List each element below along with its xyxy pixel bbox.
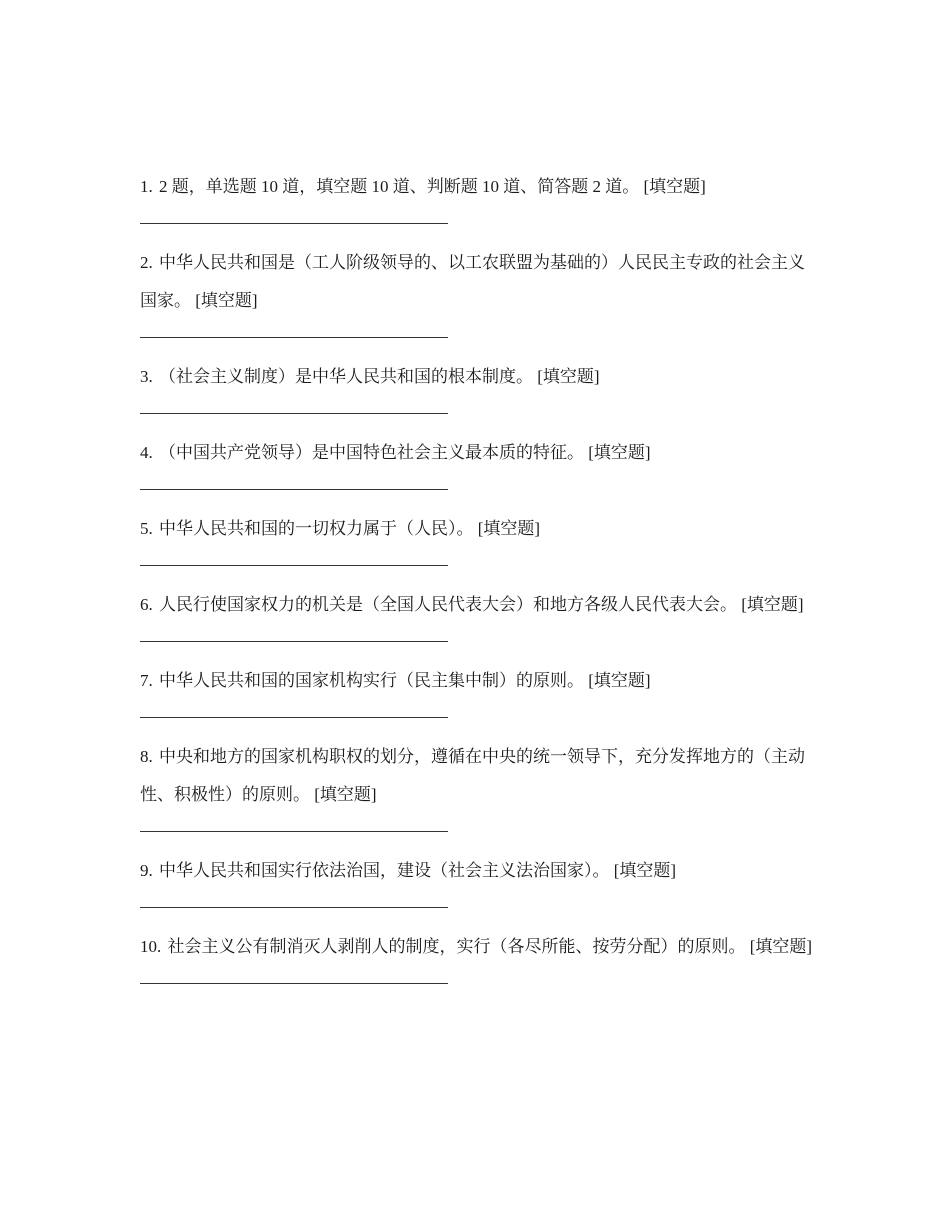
question-body: （社会主义制度）是中华人民共和国的根本制度。 (159, 367, 533, 386)
answer-blank[interactable] (140, 565, 448, 566)
question-type-tag: [填空题] (741, 595, 804, 614)
question-type-tag: [填空题] (613, 861, 677, 880)
question-type-tag: [填空题] (195, 291, 258, 310)
question-5 (140, 510, 820, 566)
question-text (140, 852, 820, 890)
answer-blank[interactable] (140, 717, 448, 718)
question-body: 中华人民共和国实行依法治国，建设（社会主义法治国家）。 (159, 861, 610, 880)
question-type-tag: [填空题] (588, 443, 651, 462)
question-text (140, 168, 820, 206)
question-number: 4. (140, 443, 153, 462)
answer-blank[interactable] (140, 337, 448, 338)
answer-blank[interactable] (140, 907, 448, 908)
question-10 (140, 928, 820, 984)
question-number: 3. (140, 367, 153, 386)
question-2 (140, 244, 820, 338)
question-body: 中华人民共和国的一切权力属于（人民）。 (159, 519, 474, 538)
answer-blank[interactable] (140, 413, 448, 414)
question-type-tag: [填空题] (749, 937, 813, 956)
question-text (140, 928, 820, 966)
question-text (140, 662, 820, 700)
question-4 (140, 434, 820, 490)
question-body: （中国共产党领导）是中国特色社会主义最本质的特征。 (159, 443, 584, 462)
question-number: 5. (140, 519, 153, 538)
question-body: 中华人民共和国是（工人阶级领导的、以工农联盟为基础的）人民民主专政的社会主义国家。 (140, 253, 805, 310)
question-number: 10. (140, 937, 162, 956)
question-type-tag: [填空题] (643, 177, 706, 196)
question-number: 6. (140, 595, 153, 614)
answer-blank[interactable] (140, 223, 448, 224)
question-7 (140, 662, 820, 718)
question-text (140, 738, 820, 814)
question-1 (140, 168, 820, 224)
question-number: 7. (140, 671, 153, 690)
question-number: 9. (140, 861, 153, 880)
question-number: 2. (140, 253, 153, 272)
question-body: 中央和地方的国家机构职权的划分，遵循在中央的统一领导下，充分发挥地方的（主动性、积极性）的原则。 (140, 747, 805, 804)
question-text (140, 510, 820, 548)
question-text (140, 586, 820, 624)
question-text (140, 358, 820, 396)
question-type-tag: [填空题] (588, 671, 651, 690)
question-body: 2 题，单选题 10 道，填空题 10 道、判断题 10 道、简答题 2 道。 (159, 177, 640, 196)
question-6 (140, 586, 820, 642)
answer-blank[interactable] (140, 489, 448, 490)
question-body: 社会主义公有制消灭人剥削人的制度，实行（各尽所能、按劳分配）的原则。 (167, 937, 746, 956)
question-type-tag: [填空题] (314, 785, 377, 804)
question-type-tag: [填空题] (537, 367, 600, 386)
question-body: 人民行使国家权力的机关是（全国人民代表大会）和地方各级人民代表大会。 (159, 595, 737, 614)
question-8 (140, 738, 820, 832)
question-text (140, 434, 820, 472)
question-9 (140, 852, 820, 908)
answer-blank[interactable] (140, 641, 448, 642)
question-3 (140, 358, 820, 414)
question-body: 中华人民共和国的国家机构实行（民主集中制）的原则。 (159, 671, 584, 690)
question-number: 1. (140, 177, 153, 196)
answer-blank[interactable] (140, 831, 448, 832)
answer-blank[interactable] (140, 983, 448, 984)
question-type-tag: [填空题] (477, 519, 541, 538)
question-text (140, 244, 820, 320)
question-number: 8. (140, 747, 153, 766)
